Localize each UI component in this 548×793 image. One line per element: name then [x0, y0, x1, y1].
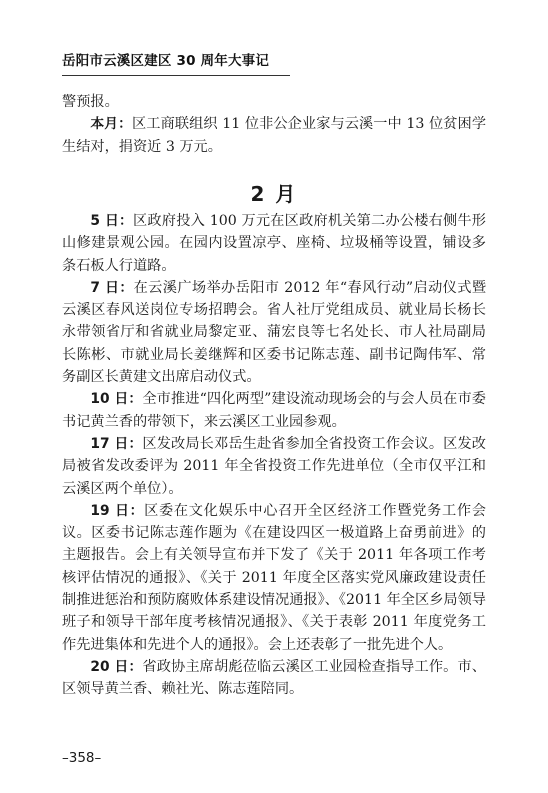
- page-number: –358–: [62, 750, 102, 766]
- month-heading: 2 月: [250, 182, 298, 206]
- event-entry: [62, 277, 486, 388]
- entry-label: 17 日：: [90, 435, 143, 452]
- header-rule: [62, 75, 290, 76]
- continuation-text: 警预报。: [62, 94, 119, 110]
- month-summary-entry: [62, 113, 486, 158]
- entry-label: 10 日：: [90, 391, 143, 408]
- entry-text: 区工商联组织 11 位非公企业家与云溪一中 13 位贫困学生结对，捐资近 3 万元。: [62, 116, 487, 155]
- event-entry: [62, 210, 486, 277]
- event-entry: [62, 656, 486, 701]
- event-entry: [62, 433, 486, 500]
- entry-label: 20 日：: [90, 658, 143, 675]
- entry-label: 本月：: [90, 116, 133, 133]
- entry-label: 7 日：: [90, 279, 134, 296]
- running-header: 岳阳市云溪区建区 30 周年大事记: [62, 53, 270, 69]
- entry-text: 区委在文化娱乐中心召开全区经济工作暨党务工作会议。区委书记陈志莲作题为《在建设四区一极道路上奋勇前进》的主题报告。会上有关领导宣布并下发了《关于 2011 年各项工作考核评估情况的通报》、《关于 2011 年度全区落实党风廉政建设责任制推进惩治和预防腐败体系建设情况通报》、《2011 年全区乡局领导班子和领导干部年度考核情况通报》、《关于表彰 2011 年度党务工作先进集体和先进个人的通报》。会上还表彰了一批先进个人。: [62, 502, 486, 653]
- entry-text: 区政府投入 100 万元在区政府机关第二办公楼右侧牛形山修建景观公园。在园内设置凉亭、座椅、垃圾桶等设置，铺设多条石板人行道路。: [62, 213, 486, 274]
- entry-text: 在云溪广场举办岳阳市 2012 年“春风行动”启动仪式暨云溪区春风送岗位专场招聘会。省人社厅党组成员、就业局长杨长永带领省厅和省就业局黎定亚、蒲宏良等七名处长、市人社局副局长陈彬、市就业局长姜继辉和区委书记陈志莲、副书记陶伟军、常务副区长黄建文出席启动仪式。: [62, 279, 487, 386]
- entry-text: 区发改局长邓岳生赴省参加全省投资工作会议。区发改局被省发改委评为 2011 年全省投资工作先进单位（全市仅平江和云溪区两个单位）。: [62, 435, 486, 497]
- event-entry: [62, 500, 486, 656]
- continuation-block: [62, 91, 486, 158]
- event-entry: [62, 388, 486, 433]
- entries-block: [62, 210, 486, 701]
- entry-label: 5 日：: [90, 213, 134, 229]
- entry-label: 19 日：: [90, 502, 145, 519]
- entry-text: 全市推进“四化两型”建设流动现场会的与会人员在市委书记黄兰香的带领下，来云溪区工业园参观。: [62, 391, 486, 430]
- entry-text: 省政协主席胡彪莅临云溪区工业园检查指导工作。市、区领导黄兰香、赖社光、陈志莲陪同。: [62, 658, 486, 698]
